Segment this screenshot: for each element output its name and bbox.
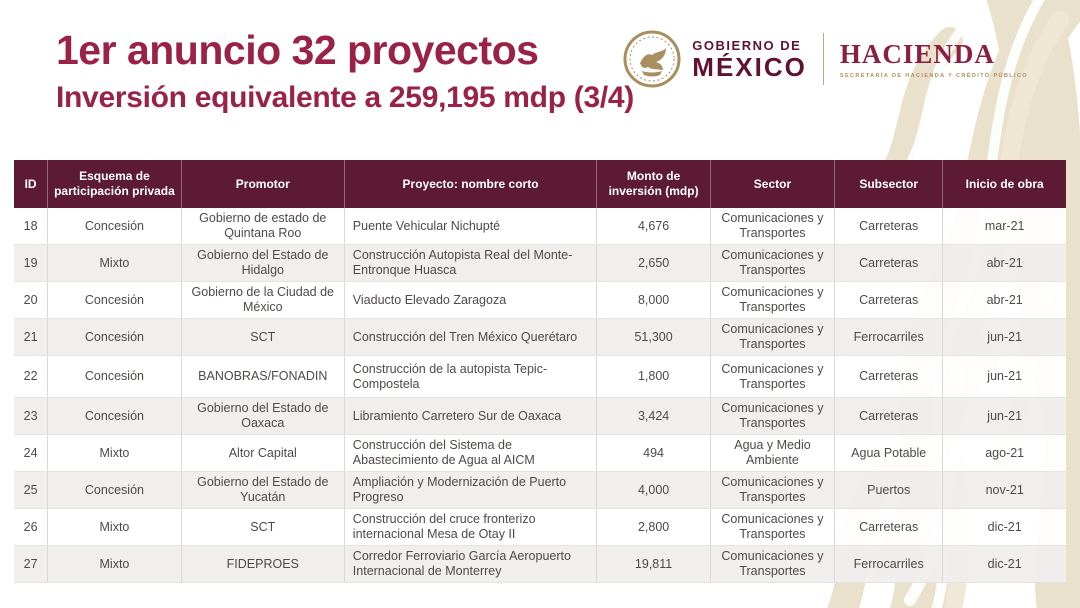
col-header-esquema: Esquema de participación privada bbox=[48, 160, 182, 208]
cell-id: 18 bbox=[14, 208, 48, 245]
cell-esquema: Concesión bbox=[48, 319, 182, 356]
cell-promotor: Gobierno de estado de Quintana Roo bbox=[181, 208, 344, 245]
cell-subsector: Carreteras bbox=[835, 509, 943, 546]
cell-esquema: Concesión bbox=[48, 208, 182, 245]
cell-inicio: nov-21 bbox=[943, 472, 1066, 509]
col-header-id: ID bbox=[14, 160, 48, 208]
cell-sector: Comunicaciones y Transportes bbox=[710, 472, 834, 509]
cell-subsector: Ferrocarriles bbox=[835, 546, 943, 583]
cell-monto: 2,800 bbox=[597, 509, 711, 546]
gobierno-line2: MÉXICO bbox=[692, 51, 807, 82]
cell-promotor: SCT bbox=[181, 319, 344, 356]
cell-subsector: Carreteras bbox=[835, 208, 943, 245]
table-row bbox=[14, 398, 1066, 435]
table-body bbox=[14, 208, 1066, 583]
hacienda-wordmark: HACIENDA bbox=[839, 39, 995, 69]
gobierno-de-mexico-logo bbox=[622, 29, 807, 89]
cell-id: 20 bbox=[14, 282, 48, 319]
cell-monto: 494 bbox=[597, 435, 711, 472]
cell-monto: 3,424 bbox=[597, 398, 711, 435]
cell-sector: Comunicaciones y Transportes bbox=[710, 245, 834, 282]
cell-subsector: Carreteras bbox=[835, 245, 943, 282]
projects-table bbox=[14, 160, 1066, 583]
cell-promotor: SCT bbox=[181, 509, 344, 546]
cell-subsector: Agua Potable bbox=[835, 435, 943, 472]
cell-esquema: Concesión bbox=[48, 398, 182, 435]
cell-inicio: abr-21 bbox=[943, 282, 1066, 319]
cell-esquema: Mixto bbox=[48, 245, 182, 282]
gobierno-line1: GOBIERNO DE bbox=[692, 37, 802, 53]
cell-promotor: Gobierno del Estado de Yucatán bbox=[181, 472, 344, 509]
table-row bbox=[14, 356, 1066, 398]
cell-sector: Agua y Medio Ambiente bbox=[710, 435, 834, 472]
cell-proyecto: Construcción del Sistema de Abastecimiento de Agua al AICM bbox=[344, 435, 596, 472]
cell-monto: 8,000 bbox=[597, 282, 711, 319]
cell-monto: 4,676 bbox=[597, 208, 711, 245]
cell-sector: Comunicaciones y Transportes bbox=[710, 398, 834, 435]
cell-promotor: Gobierno de la Ciudad de México bbox=[181, 282, 344, 319]
table-row bbox=[14, 472, 1066, 509]
cell-proyecto: Construcción del Tren México Querétaro bbox=[344, 319, 596, 356]
cell-id: 21 bbox=[14, 319, 48, 356]
cell-proyecto: Puente Vehicular Nichupté bbox=[344, 208, 596, 245]
table-row bbox=[14, 245, 1066, 282]
table-row bbox=[14, 509, 1066, 546]
cell-inicio: jun-21 bbox=[943, 356, 1066, 398]
cell-esquema: Mixto bbox=[48, 546, 182, 583]
cell-sector: Comunicaciones y Transportes bbox=[710, 509, 834, 546]
table-row bbox=[14, 435, 1066, 472]
cell-sector: Comunicaciones y Transportes bbox=[710, 546, 834, 583]
col-header-inicio: Inicio de obra bbox=[943, 160, 1066, 208]
cell-monto: 2,650 bbox=[597, 245, 711, 282]
cell-promotor: Gobierno del Estado de Oaxaca bbox=[181, 398, 344, 435]
cell-inicio: mar-21 bbox=[943, 208, 1066, 245]
cell-id: 27 bbox=[14, 546, 48, 583]
cell-proyecto: Ampliación y Modernización de Puerto Progreso bbox=[344, 472, 596, 509]
cell-sector: Comunicaciones y Transportes bbox=[710, 208, 834, 245]
page-subtitle: Inversión equivalente a 259,195 mdp (3/4) bbox=[56, 81, 634, 115]
cell-inicio: dic-21 bbox=[943, 509, 1066, 546]
hacienda-logo bbox=[840, 39, 1028, 79]
cell-inicio: ago-21 bbox=[943, 435, 1066, 472]
cell-proyecto: Construcción Autopista Real del Monte-Entronque Huasca bbox=[344, 245, 596, 282]
title-block bbox=[56, 28, 634, 115]
cell-inicio: jun-21 bbox=[943, 319, 1066, 356]
cell-id: 19 bbox=[14, 245, 48, 282]
col-header-proyecto: Proyecto: nombre corto bbox=[344, 160, 596, 208]
cell-monto: 51,300 bbox=[597, 319, 711, 356]
cell-sector: Comunicaciones y Transportes bbox=[710, 282, 834, 319]
table-row bbox=[14, 282, 1066, 319]
cell-id: 23 bbox=[14, 398, 48, 435]
cell-proyecto: Corredor Ferroviario García Aeropuerto Internacional de Monterrey bbox=[344, 546, 596, 583]
cell-proyecto: Construcción de la autopista Tepic-Compostela bbox=[344, 356, 596, 398]
cell-promotor: FIDEPROES bbox=[181, 546, 344, 583]
logo-divider bbox=[823, 33, 824, 85]
cell-proyecto: Construcción del cruce fronterizo internacional Mesa de Otay II bbox=[344, 509, 596, 546]
cell-promotor: Gobierno del Estado de Hidalgo bbox=[181, 245, 344, 282]
cell-id: 22 bbox=[14, 356, 48, 398]
cell-esquema: Mixto bbox=[48, 509, 182, 546]
cell-monto: 19,811 bbox=[597, 546, 711, 583]
mexico-eagle-seal-icon bbox=[622, 29, 682, 89]
col-header-promotor: Promotor bbox=[181, 160, 344, 208]
table-row bbox=[14, 319, 1066, 356]
cell-inicio: jun-21 bbox=[943, 398, 1066, 435]
cell-esquema: Concesión bbox=[48, 472, 182, 509]
cell-id: 26 bbox=[14, 509, 48, 546]
cell-esquema: Concesión bbox=[48, 356, 182, 398]
cell-sector: Comunicaciones y Transportes bbox=[710, 356, 834, 398]
projects-table-container bbox=[14, 160, 1066, 583]
cell-subsector: Carreteras bbox=[835, 398, 943, 435]
col-header-subsector: Subsector bbox=[835, 160, 943, 208]
table-header bbox=[14, 160, 1066, 208]
gobierno-text bbox=[692, 39, 807, 80]
cell-esquema: Mixto bbox=[48, 435, 182, 472]
cell-promotor: Altor Capital bbox=[181, 435, 344, 472]
cell-esquema: Concesión bbox=[48, 282, 182, 319]
cell-inicio: abr-21 bbox=[943, 245, 1066, 282]
cell-proyecto: Viaducto Elevado Zaragoza bbox=[344, 282, 596, 319]
page-title: 1er anuncio 32 proyectos bbox=[56, 27, 539, 73]
cell-monto: 1,800 bbox=[597, 356, 711, 398]
cell-subsector: Ferrocarriles bbox=[835, 319, 943, 356]
cell-sector: Comunicaciones y Transportes bbox=[710, 319, 834, 356]
cell-proyecto: Libramiento Carretero Sur de Oaxaca bbox=[344, 398, 596, 435]
cell-inicio: dic-21 bbox=[943, 546, 1066, 583]
table-row bbox=[14, 546, 1066, 583]
government-logo-block bbox=[622, 26, 1028, 92]
cell-id: 24 bbox=[14, 435, 48, 472]
cell-monto: 4,000 bbox=[597, 472, 711, 509]
cell-subsector: Carreteras bbox=[835, 356, 943, 398]
cell-subsector: Carreteras bbox=[835, 282, 943, 319]
col-header-monto: Monto de inversión (mdp) bbox=[597, 160, 711, 208]
col-header-sector: Sector bbox=[710, 160, 834, 208]
cell-subsector: Puertos bbox=[835, 472, 943, 509]
hacienda-caption: SECRETARÍA DE HACIENDA Y CRÉDITO PÚBLICO bbox=[839, 73, 1028, 79]
cell-promotor: BANOBRAS/FONADIN bbox=[181, 356, 344, 398]
table-row bbox=[14, 208, 1066, 245]
cell-id: 25 bbox=[14, 472, 48, 509]
